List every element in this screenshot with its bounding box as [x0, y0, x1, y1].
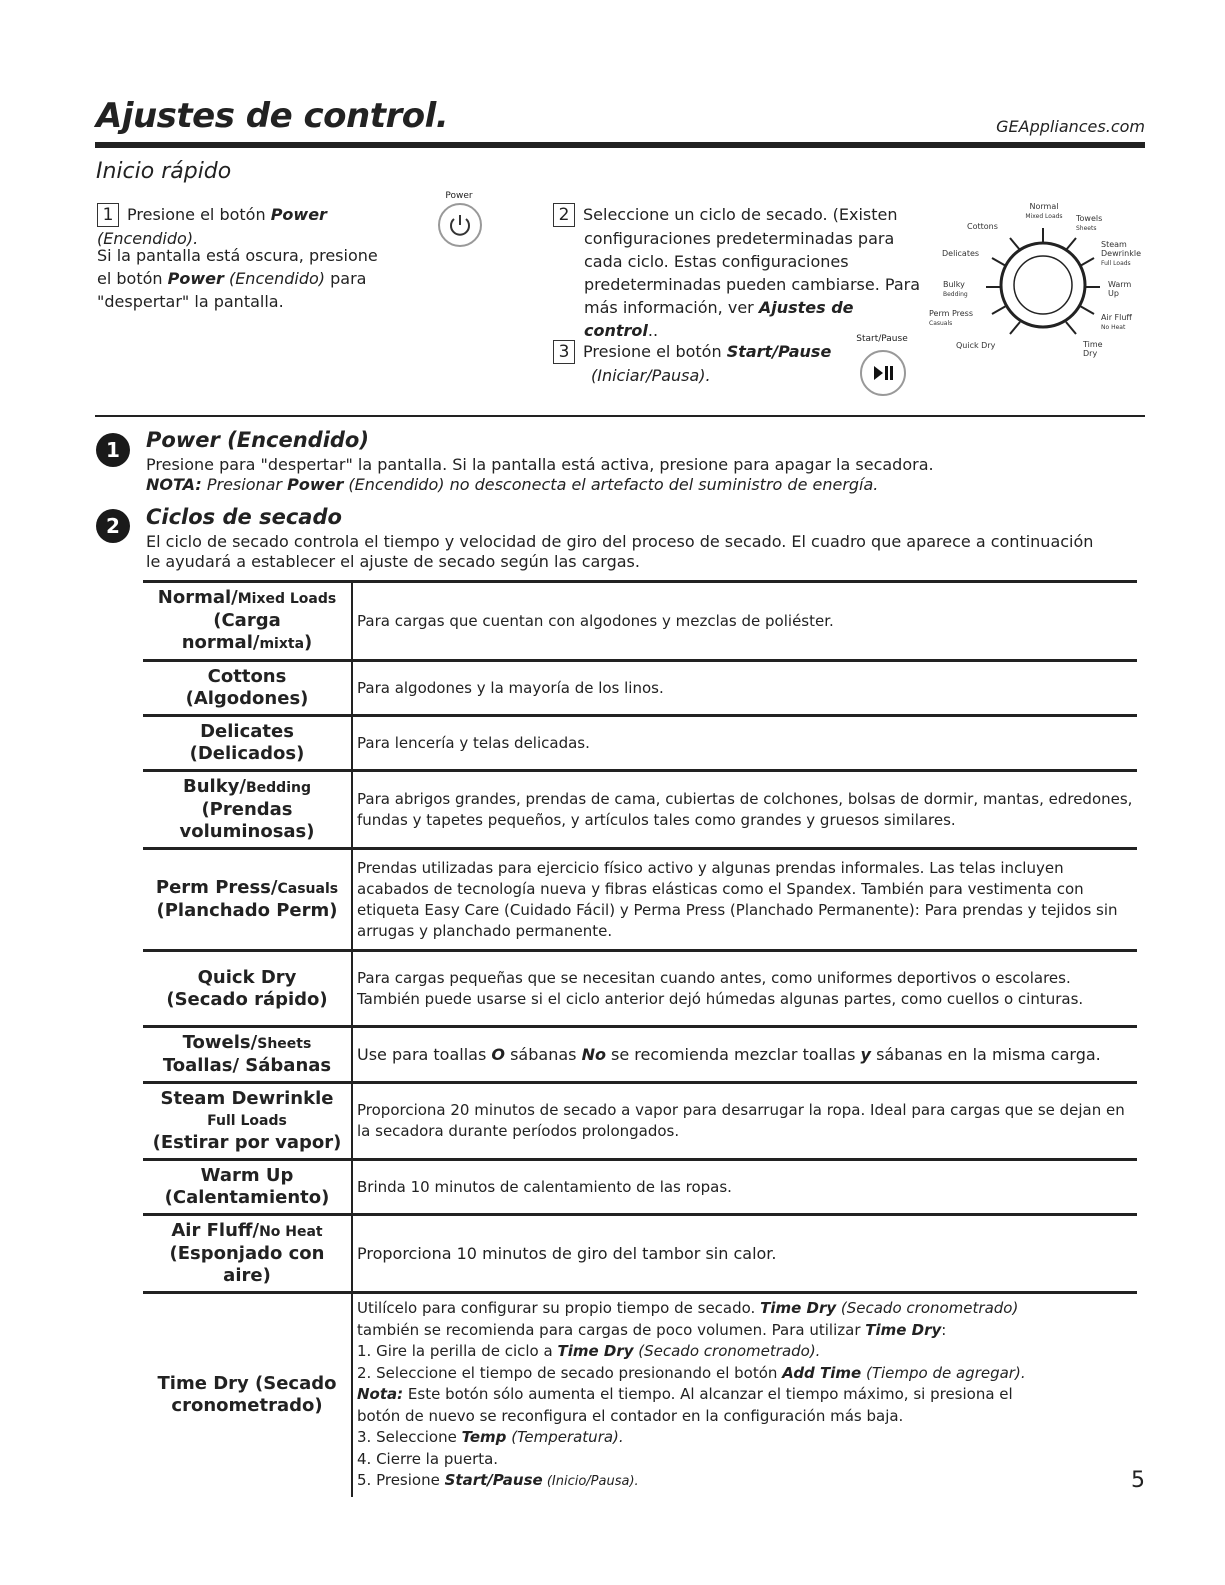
dial-perm: Perm Press Casuals [929, 309, 973, 327]
step3-number: 3 [553, 340, 575, 364]
table-row [143, 1293, 1137, 1497]
cycles-table [143, 580, 1137, 1497]
site-url: GEAppliances.com [996, 117, 1145, 136]
cycle-desc: Para cargas que cuentan con algodones y mezclas de poliéster. [352, 582, 1137, 661]
page-number: 5 [1131, 1468, 1145, 1493]
cycle-desc: Use para toallas O sábanas No se recomienda mezclar toallas y sábanas en la misma carga. [352, 1027, 1137, 1083]
dial-cottons: Cottons [967, 222, 998, 231]
section2-badge: 2 [96, 509, 130, 543]
section2-title: Ciclos de secado [146, 505, 342, 529]
dial-towels: Towels Sheets [1076, 214, 1103, 232]
step2-number: 2 [553, 203, 575, 227]
table-row [143, 661, 1137, 716]
dial-quickdry: Quick Dry [956, 341, 996, 350]
table-row [143, 849, 1137, 951]
cycle-name: Cottons (Algodones) [143, 661, 352, 716]
dial-normal: Normal Mixed Loads [1025, 202, 1063, 220]
table-row [143, 1160, 1137, 1215]
page-title: Ajustes de control. [96, 96, 449, 136]
cycle-name: Bulky/Bedding (Prendas voluminosas) [143, 771, 352, 849]
dial-bulky: Bulky Bedding [943, 280, 968, 298]
step1-number: 1 [97, 203, 119, 227]
table-row [143, 1083, 1137, 1160]
cycle-desc: Para abrigos grandes, prendas de cama, cubiertas de colchones, bolsas de dormir, mantas, edredones, fundas y tapetes pequeños, y artículos tales como grandes y gruesos similares. [352, 771, 1137, 849]
step1-text: 1 Presione el botón Power (Encendido). [97, 205, 327, 248]
header-rule [95, 142, 1145, 148]
cycle-name: Normal/Mixed Loads (Carga normal/mixta) [143, 582, 352, 661]
table-row [143, 582, 1137, 661]
dial-steam: Steam Dewrinkle Full Loads [1101, 240, 1141, 267]
cycle-desc: Brinda 10 minutos de calentamiento de las ropas. [352, 1160, 1137, 1215]
section1-body: Presione para "despertar" la pantalla. Si la pantalla está activa, presione para apagar la secadora. NOTA: Presionar Power (Encendido) no desconecta el artefacto del suministro de energía. [146, 455, 934, 494]
cycle-name: Warm Up (Calentamiento) [143, 1160, 352, 1215]
section2-body: El ciclo de secado controla el tiempo y velocidad de giro del proceso de secado. El cuadro que aparece a continuación le ayudará a establecer el ajuste de secado según las cargas. [146, 532, 1094, 571]
quick-start-title: Inicio rápido [96, 159, 232, 184]
cycle-name: Steam Dewrinkle Full Loads (Estirar por vapor) [143, 1083, 352, 1160]
cycle-desc: Para algodones y la mayoría de los linos. [352, 661, 1137, 716]
power-icon[interactable] [438, 203, 482, 247]
section-rule [95, 415, 1145, 417]
cycle-desc: Proporciona 10 minutos de giro del tambor sin calor. [352, 1215, 1137, 1293]
dial-delicates: Delicates [942, 249, 980, 258]
start-pause-icon[interactable] [860, 350, 906, 396]
power-icon-label: Power [445, 191, 473, 201]
dial-warm: Warm Up [1108, 280, 1132, 298]
dial-airfluff: Air Fluff No Heat [1101, 313, 1132, 331]
cycle-name: Towels/Sheets Toallas/ Sábanas [143, 1027, 352, 1083]
table-row [143, 1027, 1137, 1083]
cycle-desc: Prendas utilizadas para ejercicio físico activo y algunas prendas informales. Las telas incluyen acabados de tecnología nueva y fibras elásticas como el Spandex. También para vestimenta con etiqueta Easy Care (Cuidado Fácil) y Perma Press (Planchado Permanente): Para prendas y tejidos sin arrugas y planchado permanente. [352, 849, 1137, 951]
cycle-name: Time Dry (Secado cronometrado) [143, 1293, 352, 1497]
cycle-desc: Para cargas pequeñas que se necesitan cuando antes, como uniformes deportivos o escolares. También puede usarse si el ciclo anterior dejó húmedas algunas partes, como cuellos o cinturas. [352, 951, 1137, 1027]
section1-badge: 1 [96, 433, 130, 467]
cycle-name: Air Fluff/No Heat (Esponjado con aire) [143, 1215, 352, 1293]
table-row [143, 1215, 1137, 1293]
start-pause-icon-label: Start/Pause [856, 334, 908, 344]
section1-title: Power (Encendido) [146, 428, 369, 452]
table-row [143, 771, 1137, 849]
step1-note: Si la pantalla está oscura, presione el botón Power (Encendido) para "despertar" la pantalla. [97, 246, 378, 311]
table-row [143, 716, 1137, 771]
cycle-name: Quick Dry (Secado rápido) [143, 951, 352, 1027]
cycle-name: Delicates (Delicados) [143, 716, 352, 771]
cycle-desc: Proporciona 20 minutos de secado a vapor para desarrugar la ropa. Ideal para cargas que se dejan en la secadora durante períodos prolongados. [352, 1083, 1137, 1160]
cycle-desc: Utilícelo para configurar su propio tiempo de secado. Time Dry (Secado cronometrado) también se recomienda para cargas de poco volumen. Para utilizar Time Dry: 1. Gire la perilla de ciclo a Time Dry (Secado cronometrado). 2. Seleccione el tiempo de secado presionando el botón Add Time (Tiempo de agregar). Nota: Este botón sólo aumenta el tiempo. Al alcanzar el tiempo máximo, si presiona el botón de nuevo se reconfigura el contador en la configuración más baja. 3. Seleccione Temp (Temperatura). 4. Cierre la puerta. 5. Presione Start/Pause (Inicio/Pausa). [352, 1293, 1137, 1497]
cycle-name: Perm Press/Casuals (Planchado Perm) [143, 849, 352, 951]
cycle-desc: Para lencería y telas delicadas. [352, 716, 1137, 771]
dial-timedry: Time Dry [1083, 340, 1103, 358]
step2-text: 2 Seleccione un ciclo de secado. (Existen configuraciones predeterminadas para cada ciclo. Estas configuraciones predeterminadas pueden cambiarse. Para más información, ver Ajustes de control.. [553, 203, 933, 342]
step3-text: 3 Presione el botón Start/Pause (Iniciar/Pausa). [553, 340, 853, 387]
table-row [143, 951, 1137, 1027]
